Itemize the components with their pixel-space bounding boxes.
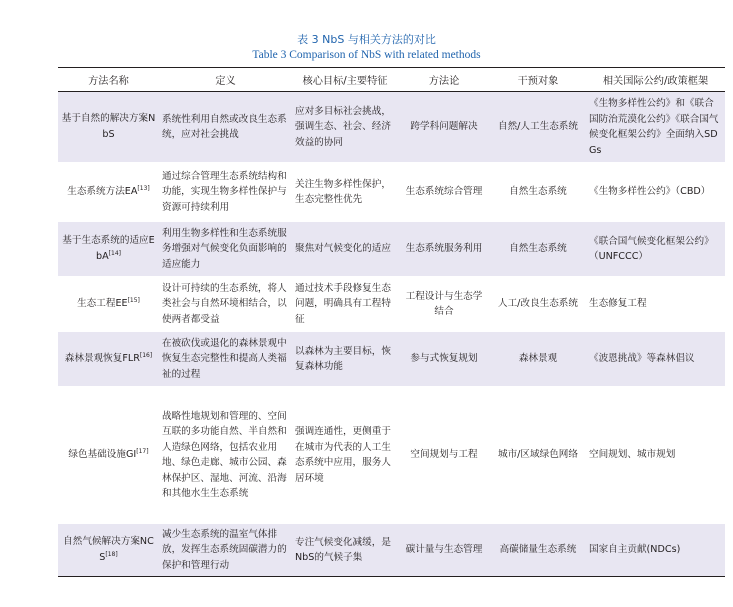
intervention-target-cell: 自然生态系统	[490, 163, 586, 222]
intervention-target-cell: 城市/区域绿色网络	[490, 387, 586, 524]
method-name: 森林景观恢复FLR	[64, 353, 140, 364]
core-goal-cell: 强调连通性，更侧重于在城市为代表的人工生态系统中应用，服务人居环境	[292, 387, 398, 524]
method-name-cell	[58, 524, 159, 577]
methodology-cell: 跨学科问题解决	[398, 92, 490, 163]
policy-framework-cell: 国家自主贡献(NDCs)	[586, 524, 725, 577]
method-name: 生态工程EE	[77, 298, 128, 309]
method-name-cell	[58, 92, 159, 163]
method-name-cell	[58, 332, 159, 387]
method-name: 绿色基础设施GI	[68, 449, 137, 460]
intervention-target-cell: 自然/人工生态系统	[490, 92, 586, 163]
method-name: 基于生态系统的适应EbA	[62, 235, 155, 262]
table-row	[58, 332, 725, 387]
reference-marker: [16]	[139, 351, 153, 359]
method-name: 基于自然的解决方案NbS	[61, 113, 156, 140]
header-policy-framework: 相关国际公约/政策框架	[586, 68, 725, 92]
method-name-cell	[58, 387, 159, 524]
methodology-cell: 工程设计与生态学结合	[398, 277, 490, 332]
method-name-cell	[58, 163, 159, 222]
method-name: 自然气候解决方案NCS	[63, 536, 154, 563]
definition-cell: 设计可持续的生态系统，将人类社会与自然环境相结合，以使两者都受益	[159, 277, 292, 332]
core-goal-cell: 应对多目标社会挑战，强调生态、社会、经济效益的协同	[292, 92, 398, 163]
table-header-row	[58, 68, 725, 92]
table-row	[58, 92, 725, 163]
header-intervention-target: 干预对象	[490, 68, 586, 92]
core-goal-cell: 聚焦对气候变化的适应	[292, 222, 398, 277]
table-caption-chinese: 表 3 NbS 与相关方法的对比	[297, 33, 436, 46]
definition-cell: 利用生物多样性和生态系统服务增强对气候变化负面影响的适应能力	[159, 222, 292, 277]
reference-marker: [15]	[127, 296, 140, 304]
intervention-target-cell: 自然生态系统	[490, 222, 586, 277]
intervention-target-cell: 高碳储量生态系统	[490, 524, 586, 577]
policy-framework-cell: 生态修复工程	[586, 277, 725, 332]
reference-marker: [18]	[105, 550, 118, 558]
intervention-target-cell: 森林景观	[490, 332, 586, 387]
policy-framework-cell: 《生物多样性公约》（CBD）	[586, 163, 725, 222]
core-goal-cell: 关注生物多样性保护，生态完整性优先	[292, 163, 398, 222]
definition-cell: 战略性地规划和管理的、空间互联的多功能自然、半自然和人造绿色网络，包括农业用地、绿色走廊、城市公园、森林保护区、湿地、河流、沿海和其他水生生态系统	[159, 387, 292, 524]
definition-cell: 系统性利用自然或改良生态系统，应对社会挑战	[159, 92, 292, 163]
table-row	[58, 277, 725, 332]
method-name-cell	[58, 222, 159, 277]
table-row	[58, 163, 725, 222]
methodology-cell: 空间规划与工程	[398, 387, 490, 524]
table-row	[58, 387, 725, 524]
reference-marker: [14]	[108, 249, 121, 257]
policy-framework-cell: 《生物多样性公约》和《联合国防治荒漠化公约》《联合国气候变化框架公约》全面纳入SDGs	[586, 92, 725, 163]
table-caption-english: Table 3 Comparison of NbS with related methods	[252, 49, 481, 61]
core-goal-cell: 专注气候变化减缓，是NbS的气候子集	[292, 524, 398, 577]
header-core-goal: 核心目标/主要特征	[292, 68, 398, 92]
methodology-cell: 参与式恢复规划	[398, 332, 490, 387]
header-methodology: 方法论	[398, 68, 490, 92]
comparison-table	[58, 67, 725, 577]
policy-framework-cell: 《波恩挑战》等森林倡议	[586, 332, 725, 387]
intervention-target-cell: 人工/改良生态系统	[490, 277, 586, 332]
table-row	[58, 524, 725, 577]
header-definition: 定义	[159, 68, 292, 92]
policy-framework-cell: 空间规划、城市规划	[586, 387, 725, 524]
reference-marker: [17]	[136, 447, 149, 455]
definition-cell: 通过综合管理生态系统结构和功能，实现生物多样性保护与资源可持续利用	[159, 163, 292, 222]
policy-framework-cell: 《联合国气候变化框架公约》（UNFCCC）	[586, 222, 725, 277]
header-method-name: 方法名称	[58, 68, 159, 92]
method-name: 生态系统方法EA	[67, 186, 138, 197]
reference-marker: [13]	[137, 184, 150, 192]
methodology-cell: 生态系统综合管理	[398, 163, 490, 222]
core-goal-cell: 以森林为主要目标，恢复森林功能	[292, 332, 398, 387]
definition-cell: 减少生态系统的温室气体排放，发挥生态系统固碳潜力的保护和管理行动	[159, 524, 292, 577]
table-row	[58, 222, 725, 277]
methodology-cell: 生态系统服务利用	[398, 222, 490, 277]
methodology-cell: 碳计量与生态管理	[398, 524, 490, 577]
method-name-cell	[58, 277, 159, 332]
core-goal-cell: 通过技术手段修复生态问题，明确具有工程特征	[292, 277, 398, 332]
definition-cell: 在被砍伐或退化的森林景观中恢复生态完整性和提高人类福祉的过程	[159, 332, 292, 387]
